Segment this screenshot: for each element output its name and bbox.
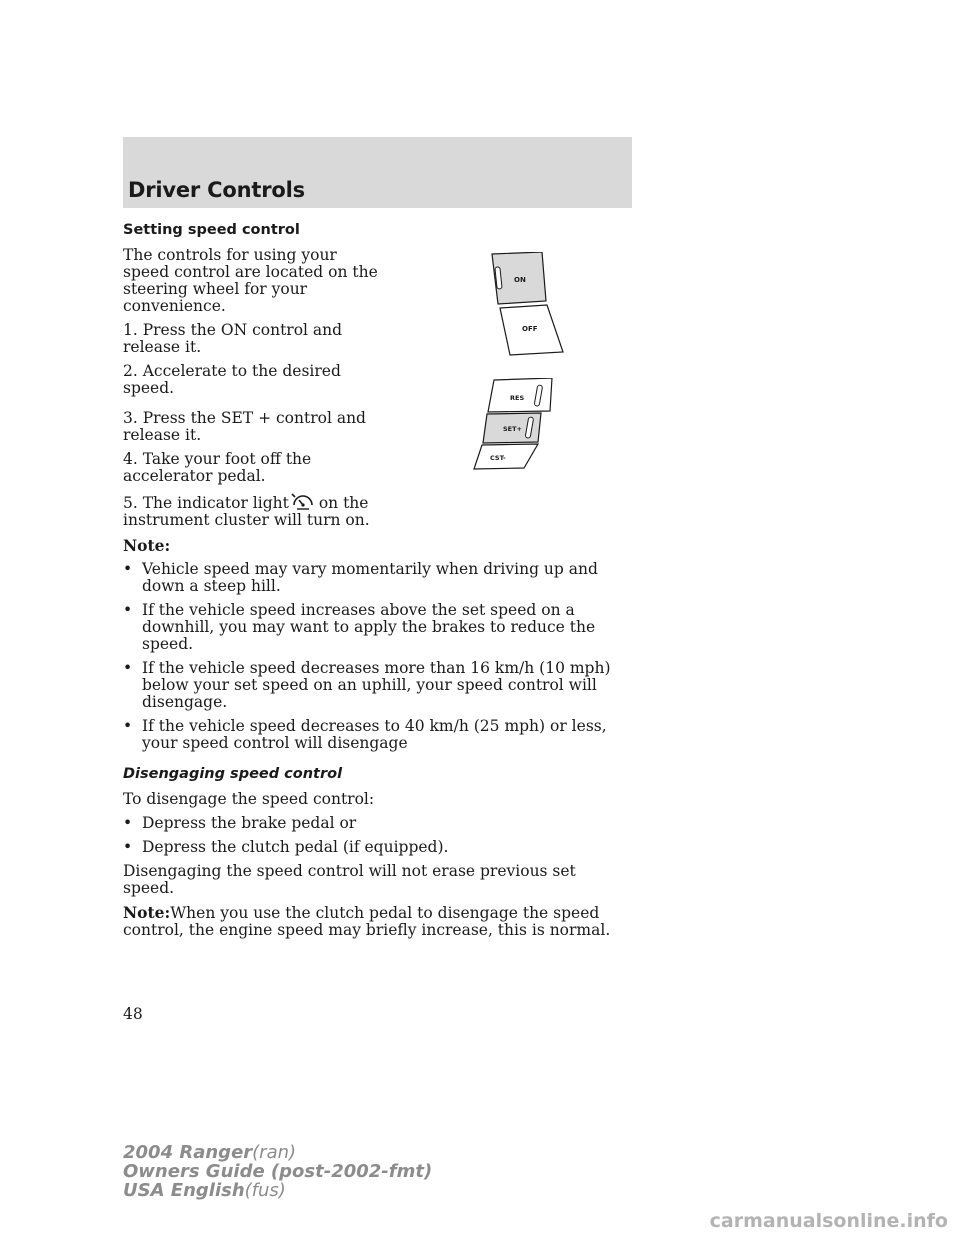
set-label: SET+ (503, 425, 523, 433)
watermark: carmanualsonline.info (709, 1210, 948, 1232)
cst-label: CST- (490, 454, 506, 462)
disengaging-note-text: When you use the clutch pedal to disengage the speed control, the engine speed may briefly increase, this is normal. (123, 904, 611, 939)
step-1: 1. Press the ON control and release it. (123, 321, 343, 356)
step-5-before: 5. The indicator light (123, 494, 289, 512)
speed-control-indicator-icon (290, 492, 316, 512)
section-heading-setting: Setting speed control (123, 222, 300, 238)
list-item: • If the vehicle speed decreases more than 16 km/h (10 mph) below your set speed on an uphill, your speed control will disengage. (123, 659, 611, 711)
bullet: • (123, 838, 133, 856)
list-item: • If the vehicle speed increases above the set speed on a downhill, you may want to apply the brakes to reduce the speed. (123, 601, 596, 653)
step-2: 2. Accelerate to the desired speed. (123, 362, 341, 397)
off-label: OFF (522, 325, 538, 333)
on-label: ON (514, 276, 526, 284)
list-item: • Depress the brake pedal or (123, 814, 357, 832)
disengaging-para: Disengaging the speed control will not erase previous set speed. (123, 862, 576, 897)
res-label: RES (510, 394, 525, 402)
document-footer (123, 1143, 432, 1200)
step-5-after: on the instrument cluster will turn on. (123, 494, 370, 529)
bullet: • (123, 560, 133, 578)
disengaging-note-label: Note: (123, 903, 171, 922)
footer-line-2: Owners Guide (post-2002-fmt) (123, 1161, 433, 1182)
bullet: • (123, 601, 133, 619)
step-4: 4. Take your foot off the accelerator pedal. (123, 450, 312, 485)
footer-line-3: USA English(fus) (123, 1180, 286, 1201)
step-5 (123, 492, 381, 529)
page-content (123, 222, 628, 946)
step-3: 3. Press the SET + control and release it. (123, 409, 366, 444)
footer-line-1: 2004 Ranger(ran) (123, 1142, 297, 1163)
note-list (123, 561, 628, 752)
disengage-list (123, 815, 628, 856)
setting-intro: The controls for using your speed control are located on the steering wheel for your convenience. (123, 246, 378, 315)
disengaging-note (123, 904, 628, 939)
bullet: • (123, 814, 133, 832)
bullet: • (123, 717, 133, 735)
section-heading-disengaging: Disengaging speed control (123, 766, 343, 782)
disengaging-intro: To disengage the speed control: (123, 790, 375, 808)
page-number: 48 (123, 1005, 143, 1023)
note-label: Note: (123, 536, 171, 555)
list-item: • Depress the clutch pedal (if equipped). (123, 838, 449, 856)
list-item: • Vehicle speed may vary momentarily when driving up and down a steep hill. (123, 560, 598, 595)
bullet: • (123, 659, 133, 677)
page-section-title: Driver Controls (128, 178, 305, 202)
list-item: • If the vehicle speed decreases to 40 km/h (25 mph) or less, your speed control will disengage (123, 717, 607, 752)
